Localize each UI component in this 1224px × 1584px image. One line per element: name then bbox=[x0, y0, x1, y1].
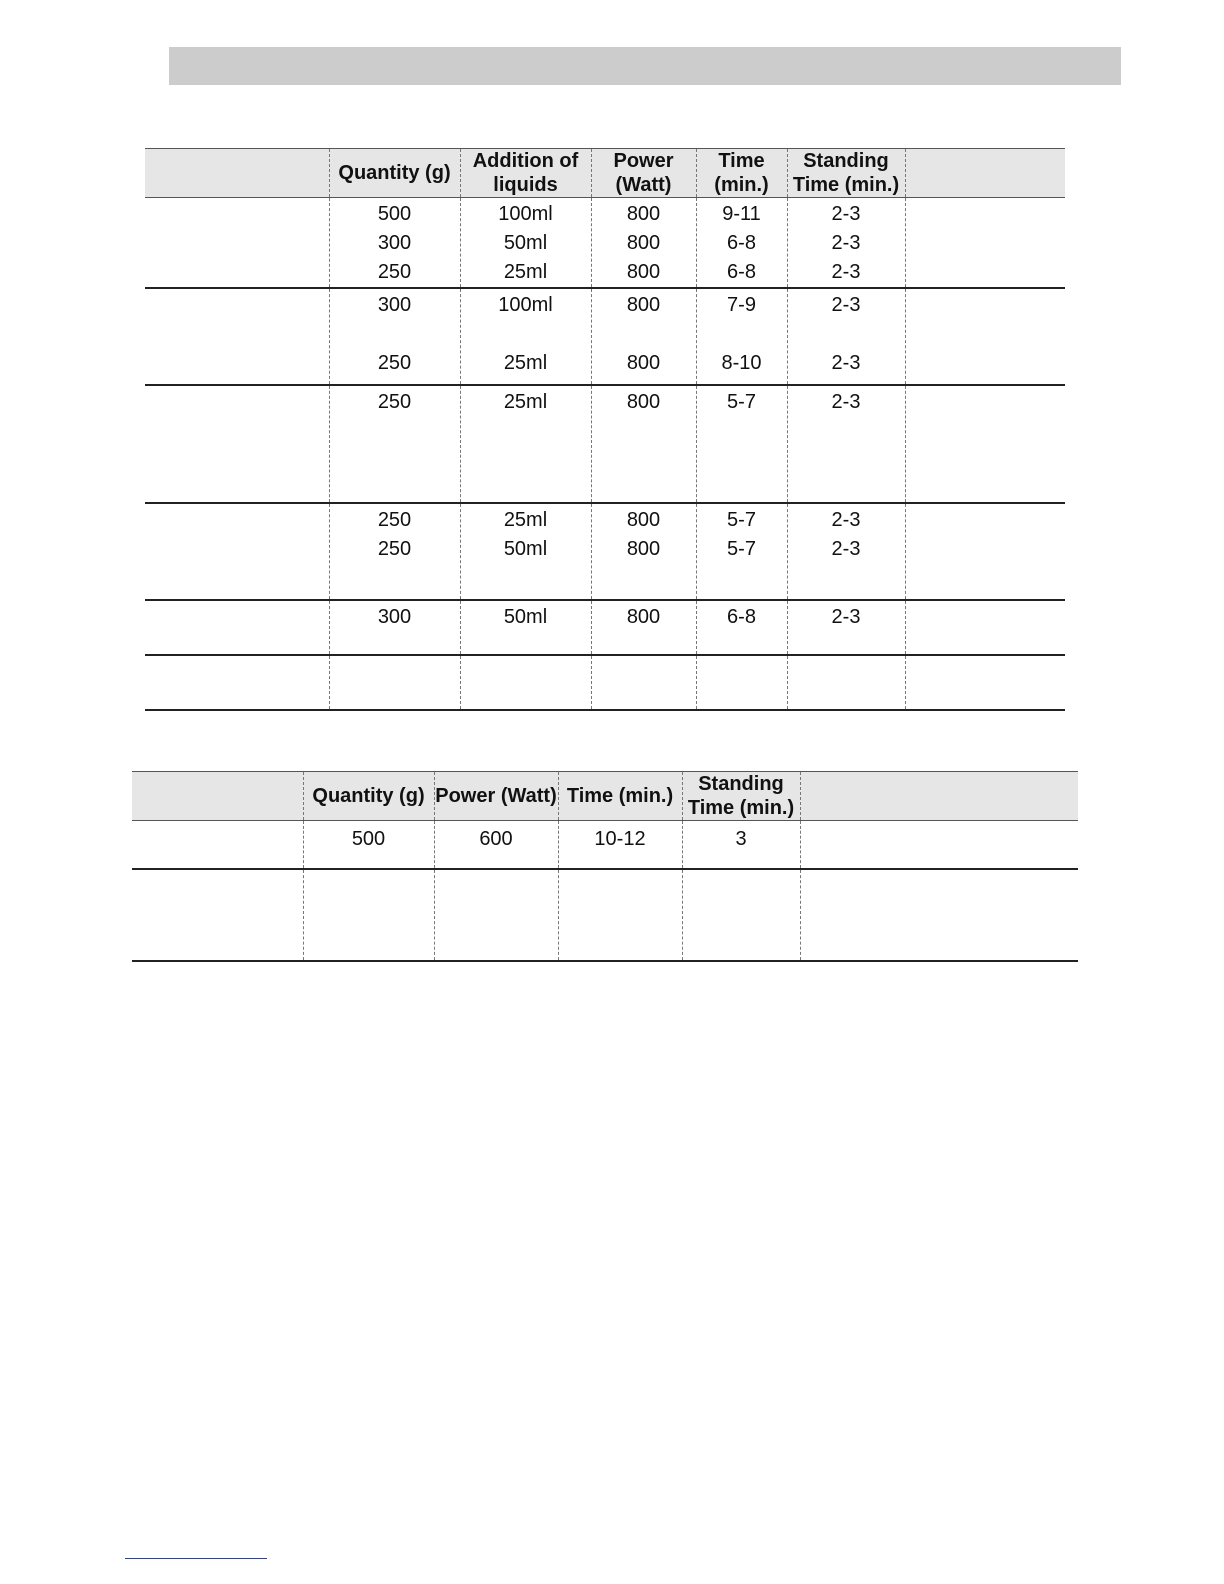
table-header-row bbox=[132, 772, 1078, 821]
quantity-value: 250 bbox=[377, 391, 412, 413]
power-value: 600 bbox=[479, 828, 513, 850]
cell-time bbox=[696, 600, 787, 655]
cell-standing-time bbox=[787, 600, 905, 655]
cell-power bbox=[591, 655, 696, 710]
time-value: 6-8 bbox=[727, 232, 756, 254]
cell-power bbox=[591, 288, 696, 385]
column-header-power: Power (Watt) bbox=[591, 149, 696, 198]
power-value: 800 bbox=[626, 509, 661, 531]
cell-power bbox=[434, 869, 558, 961]
cell-power bbox=[591, 600, 696, 655]
power-value: 800 bbox=[626, 606, 661, 628]
quantity-value: 500 bbox=[351, 828, 386, 850]
cell-quantity bbox=[329, 198, 460, 289]
cell-power bbox=[434, 821, 558, 869]
notes-cell bbox=[800, 869, 1078, 961]
quantity-value: 250 bbox=[377, 509, 412, 531]
cell-standing-time bbox=[682, 821, 800, 869]
column-header-standing-time: Standing Time (min.) bbox=[682, 772, 800, 821]
column-header-power: Power (Watt) bbox=[434, 772, 558, 821]
time-value: 9-11 bbox=[722, 203, 761, 225]
food-label-cell bbox=[145, 655, 329, 710]
table-row bbox=[145, 655, 1065, 710]
cell-time bbox=[558, 821, 682, 869]
notes-cell bbox=[905, 655, 1065, 710]
cell-time bbox=[696, 655, 787, 710]
cell-liquids bbox=[460, 288, 591, 385]
cell-power bbox=[591, 503, 696, 600]
food-label-cell bbox=[132, 821, 303, 869]
liquids-value: 50ml bbox=[503, 606, 548, 628]
standing-time-value: 2-3 bbox=[831, 352, 861, 374]
liquids-value bbox=[461, 320, 591, 349]
liquids-value: 25ml bbox=[503, 261, 548, 283]
standing-time-value: 2-3 bbox=[831, 294, 861, 316]
time-value: 8-10 bbox=[721, 352, 762, 374]
quantity-value: 250 bbox=[377, 261, 412, 283]
cell-standing-time bbox=[787, 655, 905, 710]
cell-quantity bbox=[329, 385, 460, 503]
cell-standing-time bbox=[682, 869, 800, 961]
table-row bbox=[132, 821, 1078, 869]
food-label-cell bbox=[145, 288, 329, 385]
food-label-cell bbox=[132, 869, 303, 961]
column-header-notes bbox=[800, 772, 1078, 821]
food-label-cell bbox=[145, 198, 329, 289]
column-header-time: Time (min.) bbox=[558, 772, 682, 821]
column-header-liquids: Addition of liquids bbox=[460, 149, 591, 198]
section-header-band bbox=[169, 47, 1121, 85]
table-header-row bbox=[145, 149, 1065, 198]
power-value: 800 bbox=[626, 538, 661, 560]
cell-time bbox=[558, 869, 682, 961]
standing-time-value bbox=[788, 320, 905, 349]
standing-time-value: 2-3 bbox=[831, 261, 861, 283]
time-value: 5-7 bbox=[727, 538, 756, 560]
cell-quantity bbox=[329, 288, 460, 385]
table-row bbox=[145, 385, 1065, 503]
standing-time-value: 2-3 bbox=[831, 203, 861, 225]
cell-standing-time bbox=[787, 198, 905, 289]
cell-quantity bbox=[329, 655, 460, 710]
liquids-value: 50ml bbox=[503, 232, 548, 254]
notes-cell bbox=[905, 385, 1065, 503]
cell-liquids bbox=[460, 655, 591, 710]
quantity-value bbox=[330, 320, 460, 349]
food-label-cell bbox=[145, 385, 329, 503]
liquids-value: 50ml bbox=[503, 538, 548, 560]
liquids-value: 100ml bbox=[498, 294, 553, 316]
notes-cell bbox=[800, 821, 1078, 869]
power-value: 800 bbox=[626, 391, 661, 413]
cell-time bbox=[696, 503, 787, 600]
time-value: 10-12 bbox=[594, 828, 646, 850]
table-row bbox=[145, 288, 1065, 385]
cell-liquids bbox=[460, 385, 591, 503]
liquids-value: 25ml bbox=[503, 352, 548, 374]
cell-standing-time bbox=[787, 288, 905, 385]
power-value: 800 bbox=[626, 232, 661, 254]
power-value: 800 bbox=[626, 261, 661, 283]
column-header-standing-time: Standing Time (min.) bbox=[787, 149, 905, 198]
power-value: 800 bbox=[626, 294, 661, 316]
standing-time-value: 2-3 bbox=[831, 509, 861, 531]
quantity-value: 300 bbox=[377, 294, 412, 316]
column-header-food bbox=[145, 149, 329, 198]
standing-time-value: 2-3 bbox=[831, 538, 861, 560]
standing-time-value: 2-3 bbox=[831, 232, 861, 254]
table-row bbox=[132, 869, 1078, 961]
time-value: 6-8 bbox=[727, 606, 756, 628]
power-value: 800 bbox=[626, 203, 661, 225]
quantity-value: 500 bbox=[377, 203, 412, 225]
time-value: 5-7 bbox=[727, 509, 756, 531]
cell-time bbox=[696, 288, 787, 385]
frozen-food-cooking-table bbox=[132, 771, 1078, 962]
column-header-notes bbox=[905, 149, 1065, 198]
cell-liquids bbox=[460, 503, 591, 600]
cell-time bbox=[696, 198, 787, 289]
cell-liquids bbox=[460, 600, 591, 655]
standing-time-value: 3 bbox=[735, 828, 747, 850]
cell-quantity bbox=[329, 503, 460, 600]
column-header-food bbox=[132, 772, 303, 821]
column-header-time: Time (min.) bbox=[696, 149, 787, 198]
footer-rule bbox=[125, 1558, 267, 1559]
power-value: 800 bbox=[626, 352, 661, 374]
cell-power bbox=[591, 198, 696, 289]
column-header-quantity: Quantity (g) bbox=[329, 149, 460, 198]
table-row bbox=[145, 600, 1065, 655]
cell-power bbox=[591, 385, 696, 503]
time-value: 7-9 bbox=[727, 294, 756, 316]
cell-time bbox=[696, 385, 787, 503]
liquids-value: 25ml bbox=[503, 509, 548, 531]
notes-cell bbox=[905, 600, 1065, 655]
quantity-value: 300 bbox=[377, 606, 412, 628]
cell-liquids bbox=[460, 198, 591, 289]
standing-time-value: 2-3 bbox=[831, 391, 861, 413]
food-label-cell bbox=[145, 600, 329, 655]
time-value: 5-7 bbox=[727, 391, 756, 413]
column-header-quantity: Quantity (g) bbox=[303, 772, 434, 821]
notes-cell bbox=[905, 288, 1065, 385]
liquids-value: 25ml bbox=[503, 391, 548, 413]
notes-cell bbox=[905, 503, 1065, 600]
cell-standing-time bbox=[787, 503, 905, 600]
vegetables-cooking-table bbox=[145, 148, 1065, 711]
cell-standing-time bbox=[787, 385, 905, 503]
table-row bbox=[145, 503, 1065, 600]
quantity-value: 250 bbox=[377, 538, 412, 560]
quantity-value: 250 bbox=[377, 352, 412, 374]
liquids-value: 100ml bbox=[498, 203, 553, 225]
notes-cell bbox=[905, 198, 1065, 289]
cell-quantity bbox=[329, 600, 460, 655]
power-value bbox=[592, 320, 696, 349]
table-row bbox=[145, 198, 1065, 289]
cell-quantity bbox=[303, 869, 434, 961]
quantity-value: 300 bbox=[377, 232, 412, 254]
time-value: 6-8 bbox=[727, 261, 756, 283]
food-label-cell bbox=[145, 503, 329, 600]
standing-time-value: 2-3 bbox=[831, 606, 861, 628]
time-value bbox=[697, 320, 787, 349]
cell-quantity bbox=[303, 821, 434, 869]
